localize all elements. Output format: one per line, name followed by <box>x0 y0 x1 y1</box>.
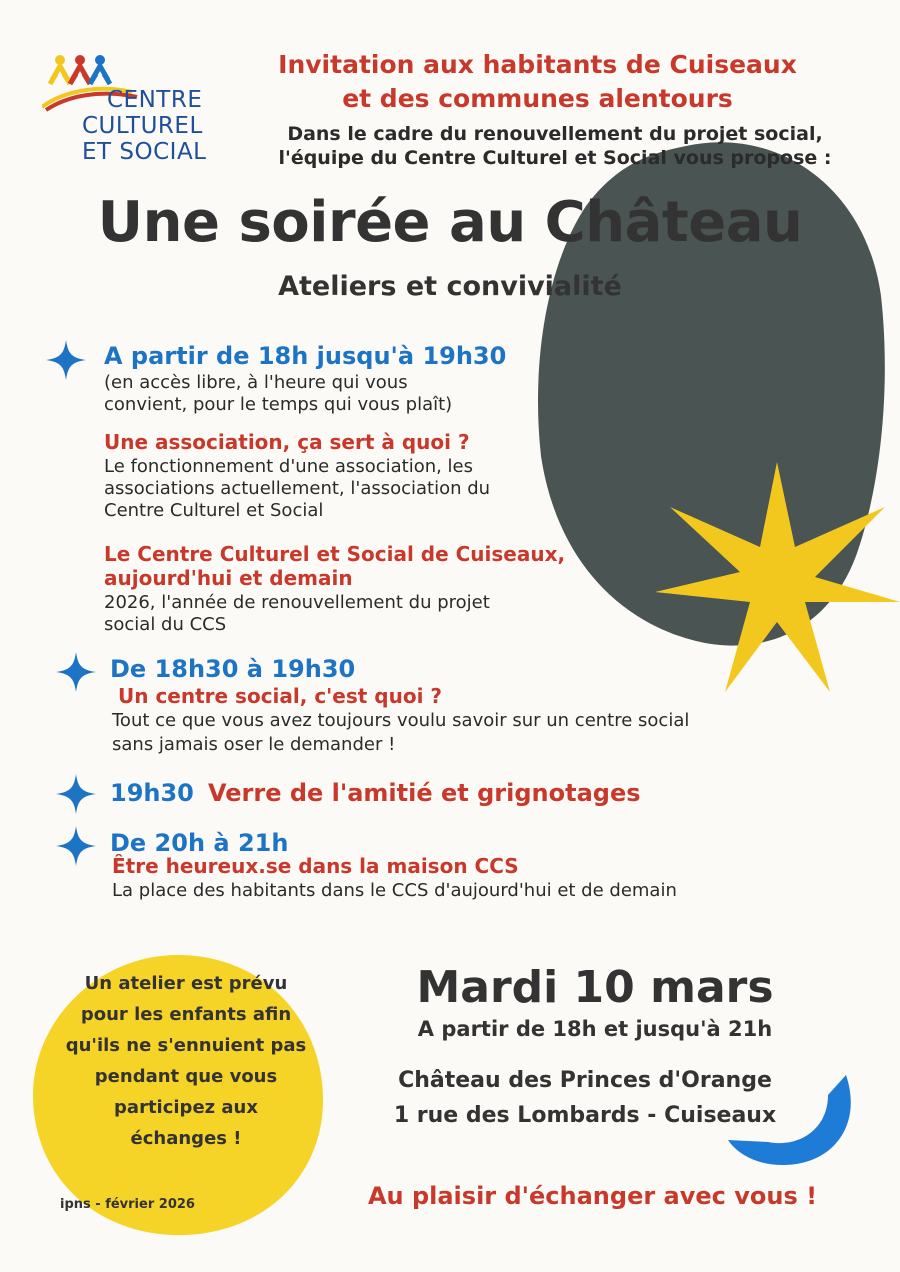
section2-desc-line2: sans jamais oser le demander ! <box>112 734 396 755</box>
kids-note-line1: Un atelier est prévu <box>84 973 288 994</box>
blue-star-bullet-icon <box>46 340 86 380</box>
invitation-line1: Invitation aux habitants de Cuiseaux <box>278 50 797 79</box>
section1-topic-a: Une association, ça sert à quoi ? <box>104 430 470 454</box>
event-date: Mardi 10 mars <box>416 962 774 1013</box>
logo <box>42 52 232 177</box>
kids-note-line6: échanges ! <box>130 1128 242 1149</box>
section3-time: 19h30 <box>110 779 194 807</box>
section4-topic: Être heureux.se dans la maison CCS <box>112 854 519 878</box>
kids-note-line3: qu'ils ne s'ennuient pas <box>65 1035 307 1056</box>
event-hours: A partir de 18h et jusqu'à 21h <box>417 1017 773 1041</box>
yellow-star-shape <box>655 462 900 697</box>
footer-note: ipns - février 2026 <box>60 1197 195 1212</box>
logo-text-line1: CENTRE <box>107 87 203 113</box>
section1-desc-b-line1: 2026, l'année de renouvellement du projet <box>104 592 490 613</box>
kids-note-line5: participez aux <box>114 1097 258 1118</box>
event-venue: Château des Princes d'Orange <box>398 1068 772 1093</box>
section1-desc-b-line2: social du CCS <box>104 614 227 635</box>
logo-text-line2: CULTUREL <box>82 113 203 139</box>
logo-text-line3: ET SOCIAL <box>82 139 207 165</box>
section3-topic: Verre de l'amitié et grignotages <box>208 779 641 807</box>
section1-topic-b-line1: Le Centre Culturel et Social de Cuiseaux, <box>104 542 566 566</box>
section1-time: A partir de 18h jusqu'à 19h30 <box>104 342 507 370</box>
kids-note-line4: pendant que vous <box>94 1066 278 1087</box>
section2-topic: Un centre social, c'est quoi ? <box>118 684 443 708</box>
invitation-line2: et des communes alentours <box>342 84 733 113</box>
section2-time: De 18h30 à 19h30 <box>110 655 356 683</box>
blue-star-bullet-icon <box>56 774 96 814</box>
intro-line2: l'équipe du Centre Culturel et Social vous propose : <box>278 147 832 169</box>
kids-workshop-note <box>52 968 320 1154</box>
main-title: Une soirée au Château <box>97 190 803 255</box>
section4-desc: La place des habitants dans le CCS d'aujourd'hui et de demain <box>112 880 677 901</box>
section1-desc-a-line2: associations actuellement, l'association du <box>104 478 491 499</box>
section1-note-line2: convient, pour le temps qui vous plaît) <box>104 394 453 415</box>
blue-star-bullet-icon <box>56 652 96 692</box>
section1-topic-b-line2: aujourd'hui et demain <box>104 566 353 590</box>
blue-star-bullet-icon <box>56 826 96 866</box>
closing-message: Au plaisir d'échanger avec vous ! <box>367 1182 818 1210</box>
kids-note-line2: pour les enfants afin <box>80 1004 292 1025</box>
section1-desc-a-line3: Centre Culturel et Social <box>104 500 324 521</box>
subtitle: Ateliers et convivialité <box>278 271 622 302</box>
section1-note-line1: (en accès libre, à l'heure qui vous <box>104 372 408 393</box>
intro-line1: Dans le cadre du renouvellement du projet social, <box>287 123 823 145</box>
section1-desc-a-line1: Le fonctionnement d'une association, les <box>104 456 474 477</box>
section4-time: De 20h à 21h <box>110 829 289 857</box>
event-address: 1 rue des Lombards - Cuiseaux <box>393 1103 777 1128</box>
section2-desc-line1: Tout ce que vous avez toujours voulu savoir sur un centre social <box>112 710 690 731</box>
